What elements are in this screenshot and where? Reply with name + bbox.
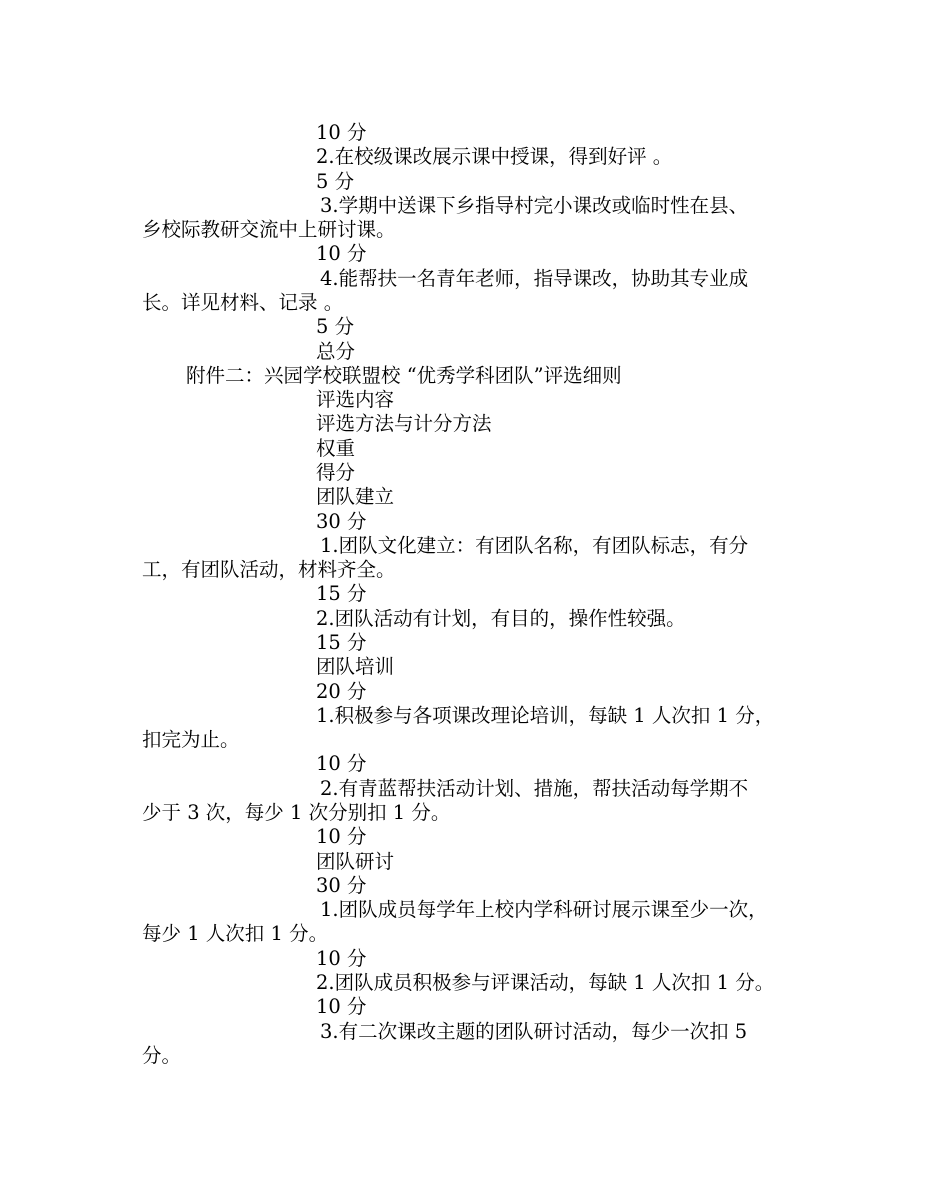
text-line: 分。 — [142, 1044, 182, 1067]
text-line: 30 分 — [316, 874, 367, 897]
text-line: 20 分 — [316, 680, 367, 703]
text-line: 10 分 — [316, 242, 367, 265]
text-line: 每少 1 人次扣 1 分。 — [142, 922, 329, 945]
text-line: 10 分 — [316, 995, 367, 1018]
text-line: 团队培训 — [316, 655, 395, 678]
text-line: 少于 3 次，每少 1 次分别扣 1 分。 — [142, 801, 451, 824]
text-line: 10 分 — [316, 947, 367, 970]
text-line: 1.团队文化建立：有团队名称，有团队标志，有分 — [320, 534, 749, 557]
table-header: 评选方法与计分方法 — [316, 412, 492, 435]
text-line: 1.团队成员每学年上校内学科研讨展示课至少一次， — [320, 898, 768, 921]
table-header: 得分 — [316, 461, 356, 484]
text-line: 总分 — [316, 340, 356, 363]
text-line: 乡校际教研交流中上研讨课。 — [142, 218, 396, 241]
text-line: 1.积极参与各项课改理论培训，每缺 1 人次扣 1 分， — [316, 704, 775, 727]
text-line: 5 分 — [316, 315, 355, 338]
text-line: 10 分 — [316, 121, 367, 144]
text-line: 扣完为止。 — [142, 728, 240, 751]
text-line: 2.团队成员积极参与评课活动，每缺 1 人次扣 1 分。 — [316, 971, 775, 994]
section-title: 附件二：兴园学校联盟校 “优秀学科团队”评选细则 — [186, 364, 622, 387]
text-line: 15 分 — [316, 631, 367, 654]
text-line: 团队研讨 — [316, 850, 395, 873]
text-line: 2.团队活动有计划，有目的，操作性较强。 — [316, 607, 686, 630]
text-line: 4.能帮扶一名青年老师，指导课改，协助其专业成 — [320, 267, 749, 290]
text-line: 工，有团队活动，材料齐全。 — [142, 558, 396, 581]
table-header: 权重 — [316, 437, 356, 460]
text-line: 3.学期中送课下乡指导村完小课改或临时性在县、 — [320, 194, 749, 217]
text-line: 5 分 — [316, 170, 355, 193]
text-line: 2.有青蓝帮扶活动计划、措施，帮扶活动每学期不 — [320, 777, 749, 800]
text-line: 30 分 — [316, 510, 367, 533]
text-line: 团队建立 — [316, 485, 395, 508]
text-line: 长。详见材料、记录 。 — [142, 291, 344, 314]
text-line: 15 分 — [316, 582, 367, 605]
table-header: 评选内容 — [316, 388, 395, 411]
text-line: 10 分 — [316, 752, 367, 775]
text-line: 2.在校级课改展示课中授课，得到好评 。 — [316, 145, 673, 168]
text-line: 3.有二次课改主题的团队研讨活动，每少一次扣 5 — [320, 1020, 748, 1043]
text-line: 10 分 — [316, 825, 367, 848]
